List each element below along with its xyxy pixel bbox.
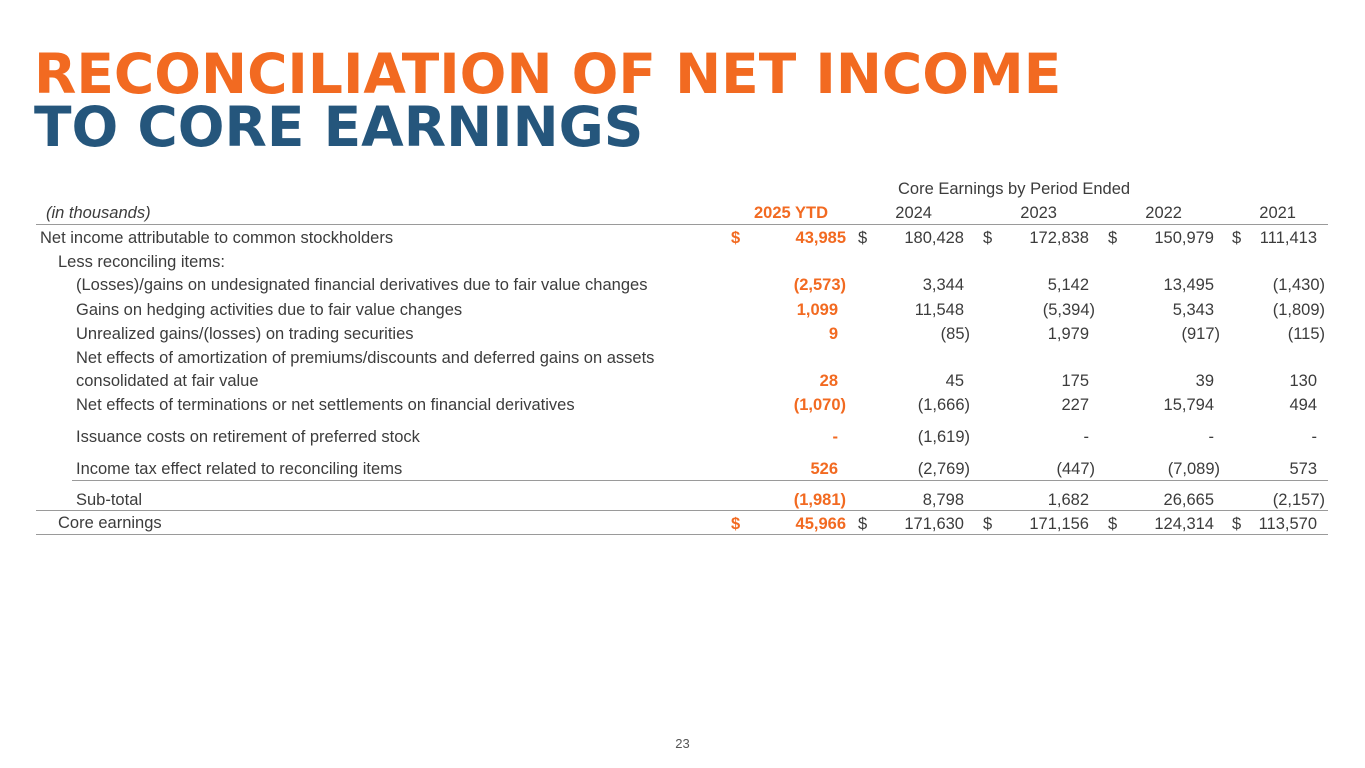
- value-cell: 1,979: [1047, 325, 1089, 343]
- value-cell: 113,570: [1258, 515, 1317, 533]
- value-cell: (1,619): [917, 428, 970, 446]
- value-cell: 28: [819, 372, 838, 390]
- value-cell: (917): [1181, 325, 1220, 343]
- value-cell: (2,573): [793, 276, 846, 294]
- value-cell: (1,809): [1272, 301, 1325, 319]
- value-cell: 526: [810, 460, 838, 478]
- page-number: 23: [675, 736, 690, 751]
- row-label-subtotal: Sub-total: [76, 491, 143, 509]
- row-label-amortization: Net effects of amortization of premiums/discounts and deferred gains on assets: [76, 349, 655, 367]
- value-cell: 1,682: [1047, 491, 1089, 509]
- value-cell: (115): [1287, 325, 1325, 343]
- value-cell: (1,430): [1272, 276, 1325, 294]
- currency-symbol: $: [983, 229, 993, 247]
- value-cell: -: [1311, 428, 1317, 446]
- row-label-hedging-gains: Gains on hedging activities due to fair value changes: [76, 301, 463, 319]
- subtotal-rule: [72, 480, 1328, 481]
- value-cell: (2,769): [917, 460, 970, 478]
- value-cell: 5,142: [1047, 276, 1089, 294]
- currency-symbol: $: [1108, 229, 1118, 247]
- value-cell: 15,794: [1163, 396, 1214, 414]
- row-label-unrealized-trading: Unrealized gains/(losses) on trading securities: [76, 325, 414, 343]
- row-label-issuance-costs: Issuance costs on retirement of preferred stock: [76, 428, 420, 446]
- value-cell: (447): [1056, 460, 1095, 478]
- currency-symbol: $: [1232, 229, 1242, 247]
- value-cell: 43,985: [795, 229, 846, 247]
- row-label-terminations: Net effects of terminations or net settlements on financial derivatives: [76, 396, 575, 414]
- value-cell: 3,344: [922, 276, 964, 294]
- currency-symbol: $: [1108, 515, 1118, 533]
- value-cell: (1,070): [793, 396, 846, 414]
- value-cell: 150,979: [1154, 229, 1214, 247]
- value-cell: -: [832, 428, 838, 446]
- value-cell: 1,099: [796, 301, 838, 319]
- value-cell: (1,666): [917, 396, 970, 414]
- row-label-amortization-line-2: consolidated at fair value: [76, 372, 259, 390]
- value-cell: 26,665: [1163, 491, 1214, 509]
- value-cell: 45,966: [795, 515, 846, 533]
- value-cell: 494: [1289, 396, 1317, 414]
- row-label-undesignated-derivatives: (Losses)/gains on undesignated financial derivatives due to fair value changes: [76, 276, 648, 294]
- value-cell: 180,428: [904, 229, 964, 247]
- value-cell: 39: [1195, 372, 1214, 390]
- currency-symbol: $: [731, 515, 741, 533]
- title-line-1: RECONCILIATION OF NET INCOME: [34, 42, 1062, 106]
- currency-symbol: $: [1232, 515, 1242, 533]
- row-label-net-income: Net income attributable to common stockholders: [40, 229, 394, 247]
- value-cell: 13,495: [1163, 276, 1214, 294]
- header-rule: [36, 224, 1328, 225]
- row-label-core-earnings: Core earnings: [58, 514, 162, 532]
- super-header: Core Earnings by Period Ended: [898, 180, 1131, 198]
- currency-symbol: $: [983, 515, 993, 533]
- value-cell: (85): [940, 325, 970, 343]
- value-cell: 124,314: [1154, 515, 1214, 533]
- currency-symbol: $: [858, 229, 868, 247]
- column-header-2021: 2021: [1259, 204, 1296, 222]
- value-cell: 172,838: [1029, 229, 1089, 247]
- value-cell: (5,394): [1042, 301, 1095, 319]
- value-cell: 130: [1289, 372, 1317, 390]
- value-cell: (2,157): [1272, 491, 1325, 509]
- value-cell: -: [1208, 428, 1214, 446]
- column-header-2024: 2024: [895, 204, 932, 222]
- value-cell: 171,630: [904, 515, 964, 533]
- currency-symbol: $: [731, 229, 741, 247]
- core-earnings-top-rule: [36, 510, 1328, 511]
- value-cell: 175: [1061, 372, 1089, 390]
- value-cell: 9: [828, 325, 838, 343]
- table-bottom-rule: [36, 534, 1328, 535]
- value-cell: 573: [1289, 460, 1317, 478]
- value-cell: -: [1083, 428, 1089, 446]
- units-label: (in thousands): [46, 204, 151, 222]
- row-label-income-tax-effect: Income tax effect related to reconciling items: [76, 460, 403, 478]
- value-cell: 11,548: [914, 301, 964, 319]
- row-label-less-reconciling: Less reconciling items:: [58, 253, 225, 271]
- column-header-2025-ytd: 2025 YTD: [754, 204, 828, 222]
- title-line-2: TO CORE EARNINGS: [34, 95, 644, 159]
- value-cell: 171,156: [1029, 515, 1089, 533]
- value-cell: 8,798: [922, 491, 964, 509]
- value-cell: (7,089): [1167, 460, 1220, 478]
- value-cell: (1,981): [793, 491, 846, 509]
- column-header-2022: 2022: [1145, 204, 1182, 222]
- currency-symbol: $: [858, 515, 868, 533]
- column-header-2023: 2023: [1020, 204, 1057, 222]
- value-cell: 111,413: [1259, 229, 1317, 247]
- value-cell: 5,343: [1172, 301, 1214, 319]
- value-cell: 45: [945, 372, 964, 390]
- value-cell: 227: [1061, 396, 1089, 414]
